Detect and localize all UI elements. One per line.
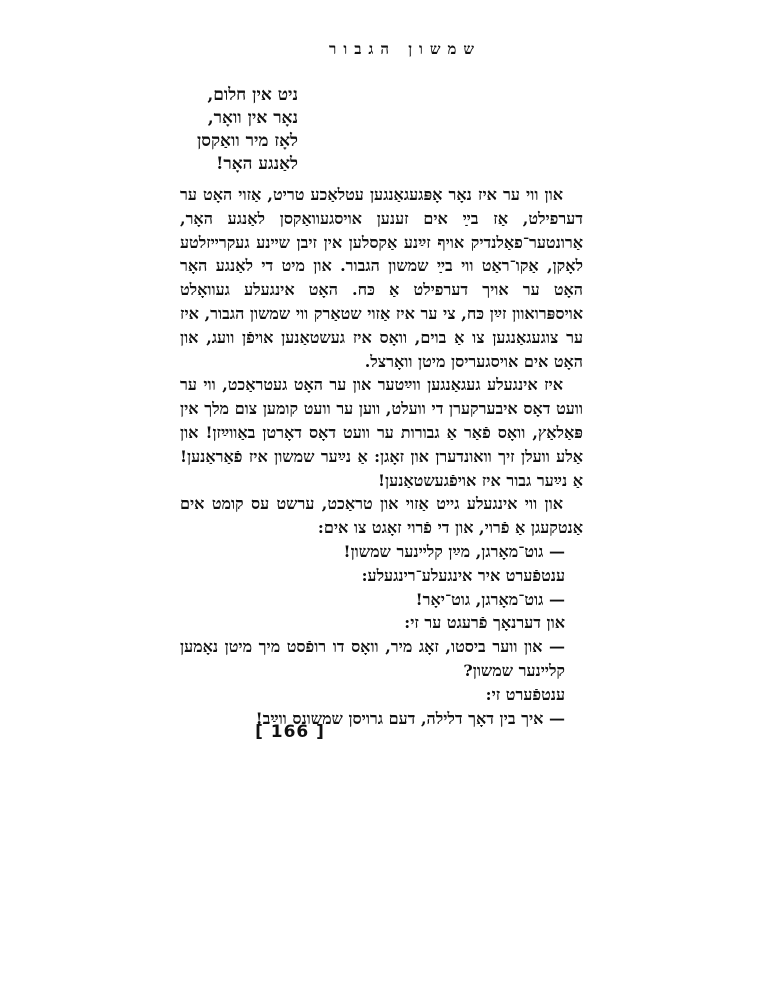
poem-line: ניט אין חלום, [207, 85, 298, 105]
poem-line: לאָז מיר וואַקסן [196, 131, 298, 151]
dialog-block [180, 540, 583, 730]
prose-body [180, 183, 583, 730]
dialog-line: — גוט־מאָרגן, מײַן קלײנער שמשון! [343, 541, 565, 561]
dialog-line: — איך בין דאָך דלילה, דעם גרויסן שמשונס ווײַב! [255, 708, 565, 728]
page-number: [ 166 ] [255, 722, 325, 742]
poem-line: נאָר אין וואָר, [207, 108, 298, 128]
dialog-line: ענטפֿערט זי: [485, 684, 565, 704]
paragraph-3: און ווי אינגעלע גייט אַזוי און טראַכט, ערשט עס קומט אים אַנטקעגן אַ פֿרוי, און די פֿרוי זאָגט צו אים: [180, 494, 583, 538]
dialog-line: — גוט־מאָרגן, גוט־יאָר! [415, 589, 565, 609]
paragraph-1: און ווי ער איז נאָר אָפּגעגאַנגען עטלאַכע טריט, אַזוי האָט ער דערפילט, אַז בײַ אים זענען אויסגעוואַקסן לאַנגע האָר, אַרונטער־פאַלנדיק אויף זײַנע אַקסלען אין זיבן שײנע געקרײזלטע לאָקן, אַקו־ראַט ווי בײַ שמשון הגבור. און מיט די לאַנגע האָר האָט ער אויך דערפילט אַ כּח. האָט אינגעלע געוואָלט אויספּרואוון זײַן כּח, צי ער איז אַזוי שטאַרק ווי שמשון הגבור, איז ער צוגעגאַנגען צו אַ בוים, וואָס איז געשטאַנען אויפֿן וועג, און האָט אים אויסגעריסן מיטן וואָרצל. [180, 185, 584, 371]
poem-stanza [197, 84, 298, 176]
poem-line: לאַנגע האָר! [215, 154, 298, 174]
dialog-line: ענטפֿערט איר אינגעלע־רינגעלע: [361, 565, 565, 585]
dialog-line: און דערנאָך פֿרעגט ער זי: [404, 613, 565, 633]
paragraph-2: איז אינגעלע געגאַנגען ווײַטער און ער האָט געטראַכט, ווי ער וועט דאָס איבערקערן די וועלט, ווען ער וועט קומען צום מלך אין פּאַלאַץ, וואָס פֿאַר אַ גבורות ער וועט דאָס דאָרטן באַווײַזן! און אַלע וועלן זיך וואונדערן און זאָגן: אַ נײַער שמשון איז פֿאַראַנען! אַ נײַער גבור איז אויפֿגעשטאַנען! [180, 375, 583, 490]
running-head: שמשון הגבור [328, 40, 482, 58]
dialog-line: — און ווער ביסטו, זאָג מיר, וואָס דו רופֿסט מיך מיטן נאָמען קלײנער שמשון? [180, 637, 565, 680]
